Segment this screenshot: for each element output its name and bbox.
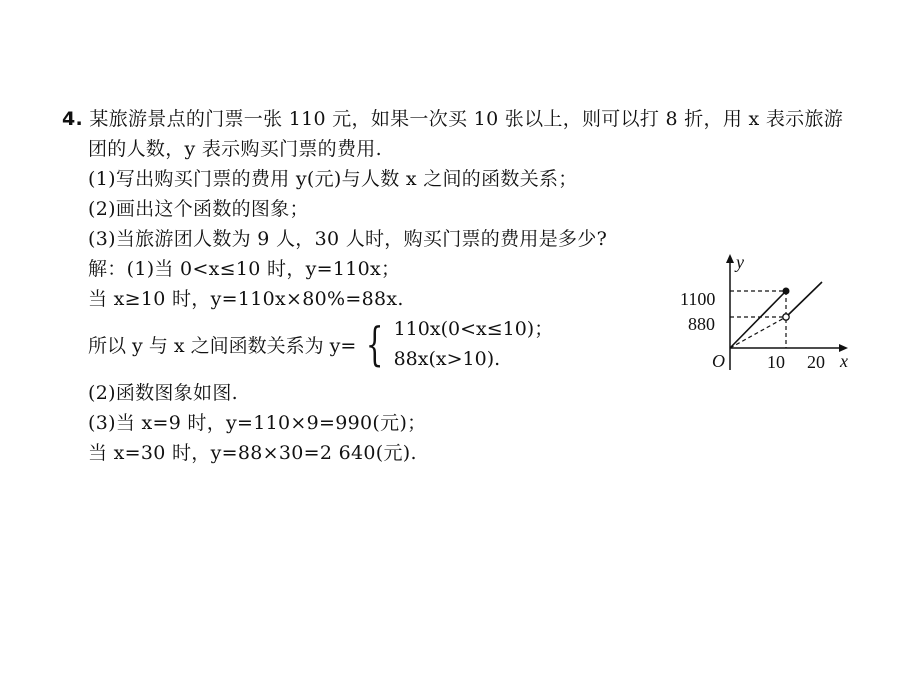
problem-part-1: (1)写出购买门票的费用 y(元)与人数 x 之间的函数关系； [88, 168, 578, 190]
x-tick-10: 10 [767, 352, 785, 372]
solution-line-5: 当 x=30 时，y=88×30=2 640(元). [88, 442, 417, 464]
segment-88x [786, 282, 822, 317]
problem-stem-line-2: 团的人数，y 表示购买门票的费用. [88, 138, 382, 160]
closed-endpoint [783, 288, 790, 295]
x-tick-20: 20 [807, 352, 825, 372]
solution-line-2: 当 x≥10 时，y=110x×80%=88x. [88, 288, 404, 310]
y-axis-arrow [726, 254, 734, 263]
problem-part-3: (3)当旅游团人数为 9 人，30 人时，购买门票的费用是多少? [88, 228, 608, 250]
relation-prefix: 所以 y 与 x 之间函数关系为 y= [88, 334, 357, 357]
y-tick-880: 880 [688, 314, 715, 334]
piecewise-case-2: 88x(x>10). [393, 348, 501, 370]
problem-number: 4. [62, 108, 84, 130]
left-brace: { [366, 317, 384, 371]
problem-part-2: (2)画出这个函数的图象； [88, 198, 309, 220]
y-tick-1100: 1100 [680, 289, 716, 309]
x-axis-label: x [840, 351, 848, 371]
problem-number-and-stem [62, 106, 843, 132]
solution-line-3: (2)函数图象如图. [88, 382, 238, 404]
origin-label: O [712, 351, 725, 371]
open-endpoint [783, 314, 789, 320]
y-axis-label: y [736, 252, 744, 272]
solution-line-4: (3)当 x=9 时，y=110×9=990(元)； [88, 412, 427, 434]
piecewise-case-1: 110x(0<x≤10)； [393, 318, 554, 340]
dashed-extension [730, 317, 786, 348]
function-graph [672, 250, 872, 380]
problem-stem-line-1: 某旅游景点的门票一张 110 元，如果一次买 10 张以上，则可以打 8 折，用 x 表示旅游 [89, 108, 844, 130]
solution-line-1: 解：(1)当 0<x≤10 时，y=110x； [88, 258, 401, 280]
piecewise-relation [88, 316, 553, 372]
piecewise-cases [394, 316, 554, 372]
segment-110x [730, 291, 786, 348]
